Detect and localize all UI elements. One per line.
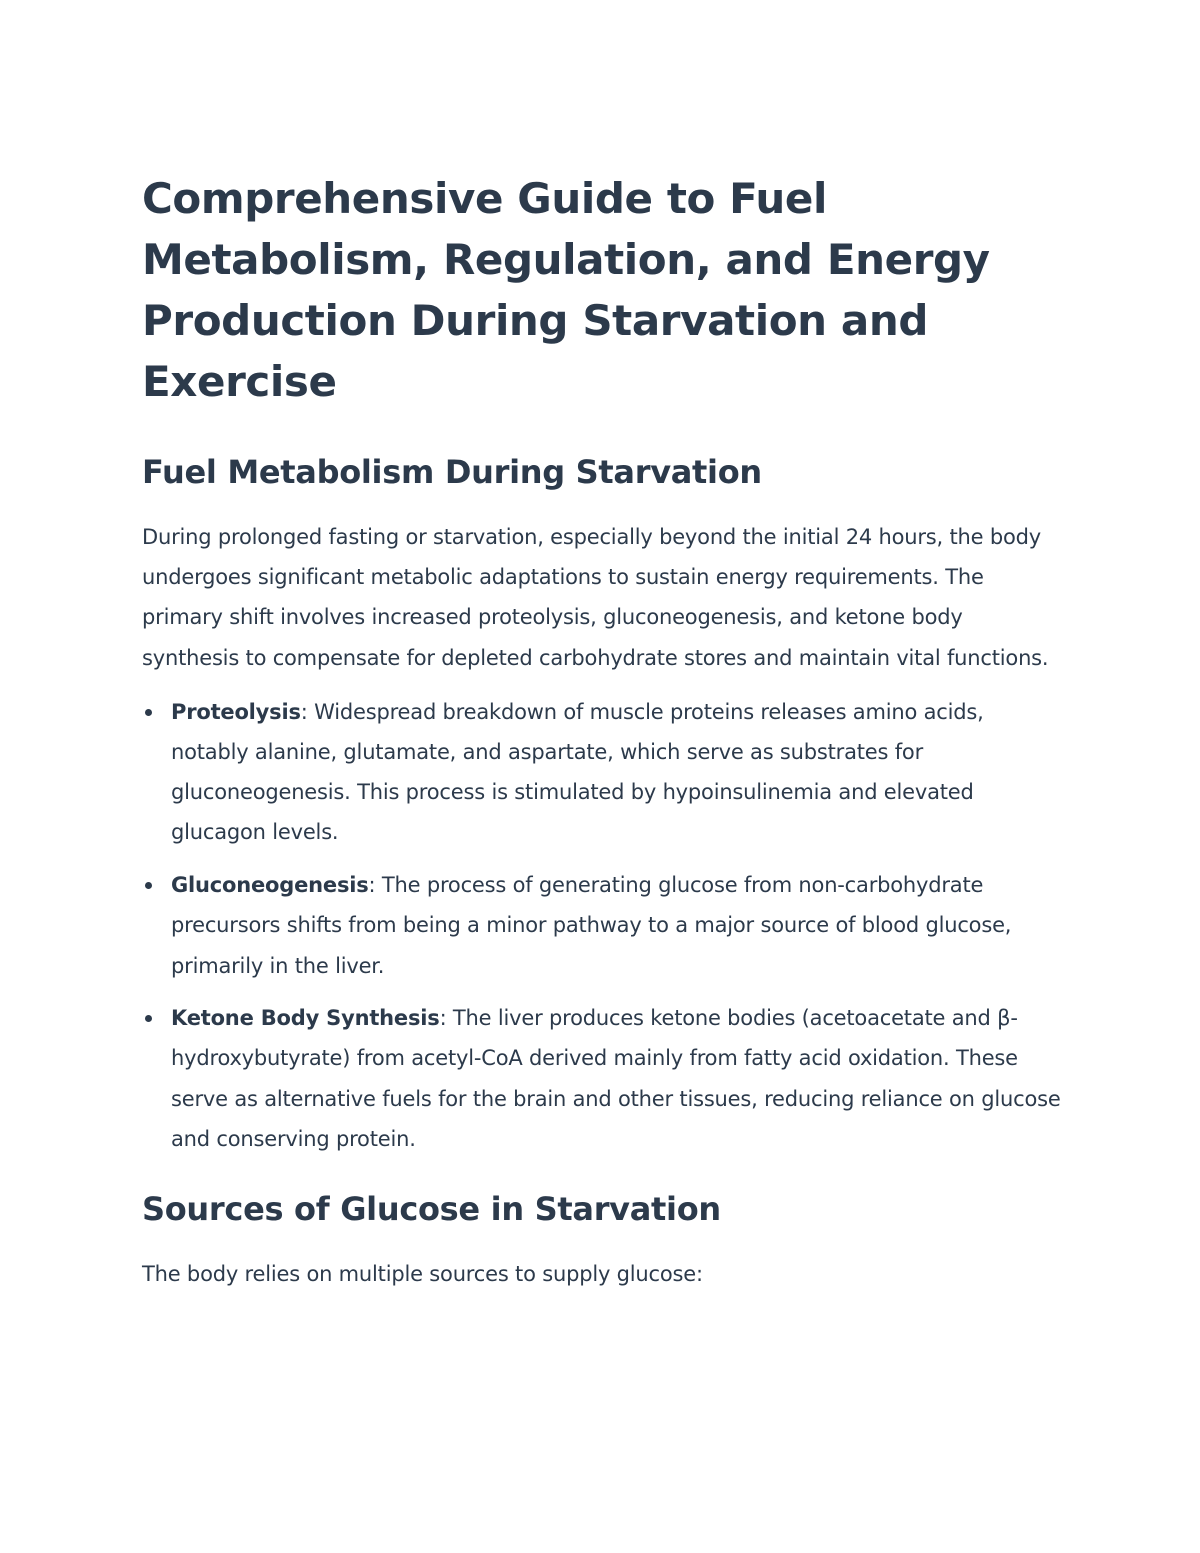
- list-item-text: : The process of generating glucose from non-carbohydrate precursors shifts from being a minor pathway to a major source of blood glucose, primarily in the liver.: [171, 873, 1012, 978]
- list-item-term: Proteolysis: [171, 699, 301, 724]
- section-intro-paragraph: The body relies on multiple sources to supply glucose:: [142, 1262, 703, 1287]
- list-item-text: : The liver produces ketone bodies (acetoacetate and β-hydroxybutyrate) from acetyl-CoA derived mainly from fatty acid oxidation. These serve as alternative fuels for the brain and other tissues, reducing reliance on glucose and conserving protein.: [171, 1006, 1061, 1151]
- bullet-icon: [145, 709, 152, 716]
- list-item-gluconeogenesis: [142, 865, 1062, 986]
- section-heading-fuel-metabolism: Fuel Metabolism During Starvation: [142, 453, 762, 491]
- document-title: Comprehensive Guide to Fuel Metabolism, Regulation, and Energy Production During Starvation and Exercise: [142, 174, 990, 406]
- list-item-text: : Widespread breakdown of muscle proteins releases amino acids, notably alanine, glutamate, and aspartate, which serve as substrates for gluconeogenesis. This process is stimulated by hypoinsulinemia and elevated glucagon levels.: [171, 699, 984, 845]
- document-page: [142, 168, 1062, 1294]
- list-item-term: Gluconeogenesis: [171, 873, 369, 898]
- bullet-icon: [145, 882, 152, 889]
- list-item-ketone-body-synthesis: [142, 998, 1062, 1159]
- section-intro-paragraph: During prolonged fasting or starvation, especially beyond the initial 24 hours, the body undergoes significant metabolic adaptations to sustain energy requirements. The primary shift involves increased proteolysis, gluconeogenesis, and ketone body synthesis to compensate for depleted carbohydrate stores and maintain vital functions.: [142, 525, 1049, 670]
- metabolic-adaptations-list: [142, 692, 1062, 1159]
- list-item-proteolysis: [142, 692, 1062, 853]
- section-heading-glucose-sources: Sources of Glucose in Starvation: [142, 1190, 721, 1229]
- bullet-icon: [145, 1015, 152, 1022]
- list-item-term: Ketone Body Synthesis: [171, 1006, 440, 1031]
